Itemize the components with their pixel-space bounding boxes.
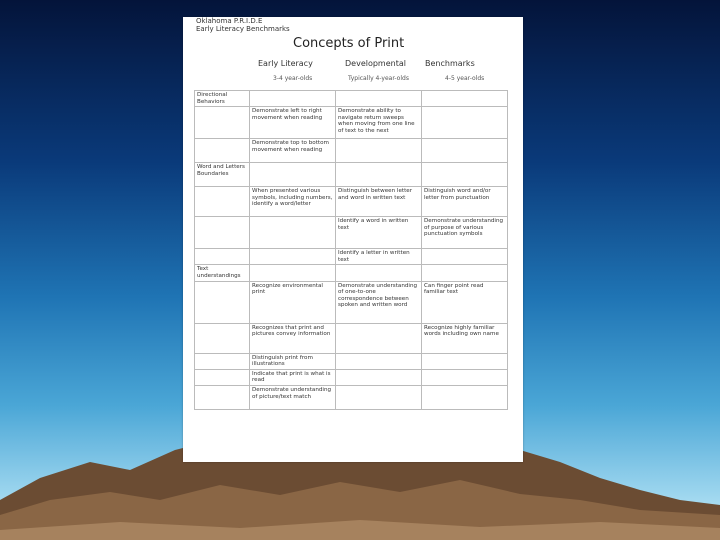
col-age-developmental: Typically 4-year-olds [348,75,409,82]
col-heading-benchmarks: Benchmarks [425,59,475,68]
table-cell: Demonstrate understanding of picture/text match [250,385,336,409]
table-cell: Recognize environmental print [250,281,336,323]
table-cell: Distinguish between letter and word in written text [336,187,422,217]
table-cell: Can finger point read familiar text [422,281,508,323]
category-directional: Directional Behaviors [195,91,250,107]
table-cell: Demonstrate understanding of one-to-one correspondence between spoken and written word [336,281,422,323]
table-cell: When presented various symbols, including numbers, identify a word/letter [250,187,336,217]
table-cell: Distinguish print from illustrations [250,353,336,369]
col-heading-developmental: Developmental [345,59,406,68]
table-cell: Identify a letter in written text [336,249,422,265]
table-cell: Demonstrate top to bottom movement when reading [250,139,336,163]
page-title: Concepts of Print [293,36,405,51]
col-age-early: 3-4 year-olds [273,75,313,82]
table-cell: Demonstrate ability to navigate return sweeps when moving from one line of text to the next [336,107,422,139]
document-page [183,17,523,462]
table-cell: Demonstrate understanding of purpose of various punctuation symbols [422,217,508,249]
category-text: Text understandings [195,265,250,281]
col-age-benchmarks: 4-5 year-olds [445,75,485,82]
table-cell: Indicate that print is what is read [250,369,336,385]
table-cell: Recognize highly familiar words including own name [422,323,508,353]
header-subtitle: Early Literacy Benchmarks [196,25,290,33]
col-heading-early: Early Literacy [258,59,313,68]
table-cell: Recognizes that print and pictures convey information [250,323,336,353]
table-cell: Demonstrate left to right movement when reading [250,107,336,139]
table-cell: Identify a word in written text [336,217,422,249]
header-org: Oklahoma P.R.I.D.E [196,17,263,25]
category-word-letter: Word and Letters Boundaries [195,163,250,187]
table-cell: Distinguish word and/or letter from punctuation [422,187,508,217]
benchmarks-table [194,90,508,410]
